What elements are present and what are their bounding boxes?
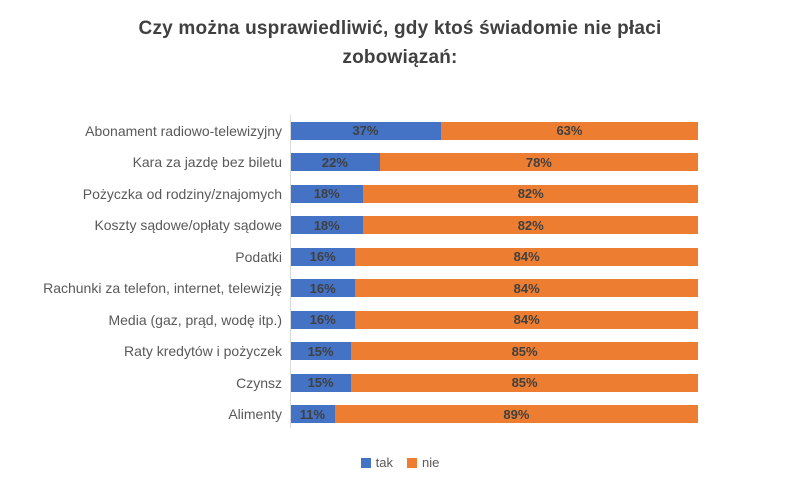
bar-track	[290, 153, 698, 171]
data-label: 78%	[525, 154, 552, 170]
data-label: 22%	[321, 154, 348, 170]
bar-track	[290, 122, 698, 140]
chart-row	[0, 304, 800, 336]
data-label: 85%	[511, 375, 538, 391]
data-label: 37%	[352, 123, 379, 139]
legend-swatch-icon	[407, 458, 417, 468]
chart-row	[0, 336, 800, 368]
data-label: 15%	[307, 375, 334, 391]
plot-area	[0, 115, 800, 430]
legend-item-tak	[361, 455, 393, 470]
category-label: Czynsz	[236, 374, 282, 391]
bar-segment-tak	[290, 216, 363, 234]
data-label: 11%	[299, 406, 326, 422]
chart-title: Czy można usprawiedliwić, gdy ktoś świadomie nie płaci zobowiązań:	[138, 18, 662, 68]
data-label: 16%	[309, 280, 336, 296]
chart-row	[0, 399, 800, 431]
bar-segment-nie	[351, 374, 698, 392]
bar-segment-tak	[290, 342, 351, 360]
data-label: 84%	[513, 312, 540, 328]
bar-track	[290, 216, 698, 234]
data-label: 84%	[513, 249, 540, 265]
data-label: 18%	[313, 186, 340, 202]
bar-track	[290, 248, 698, 266]
chart-row	[0, 367, 800, 399]
category-label: Alimenty	[228, 406, 282, 423]
data-label: 16%	[309, 312, 336, 328]
chart-row	[0, 115, 800, 147]
bar-track	[290, 405, 698, 423]
bar-segment-nie	[355, 248, 698, 266]
bar-segment-nie	[441, 122, 698, 140]
chart-container	[0, 15, 800, 477]
bar-segment-tak	[290, 153, 380, 171]
bar-track	[290, 185, 698, 203]
category-label: Kara za jazdę bez biletu	[132, 154, 282, 171]
bar-segment-tak	[290, 185, 363, 203]
bar-track	[290, 374, 698, 392]
category-label: Rachunki za telefon, internet, telewizję	[43, 280, 282, 297]
data-label: 63%	[556, 123, 583, 139]
bar-segment-tak	[290, 405, 335, 423]
legend-label: tak	[375, 455, 393, 470]
data-label: 89%	[503, 406, 530, 422]
bar-segment-nie	[363, 185, 698, 203]
data-label: 18%	[313, 217, 340, 233]
legend-label: nie	[421, 455, 440, 470]
y-axis-line	[290, 115, 291, 428]
category-label: Pożyczka od rodziny/znajomych	[82, 185, 282, 202]
bar-track	[290, 311, 698, 329]
bar-segment-tak	[290, 374, 351, 392]
bar-segment-nie	[351, 342, 698, 360]
category-label: Abonament radiowo-telewizyjny	[85, 122, 282, 139]
chart-row	[0, 178, 800, 210]
bar-segment-nie	[335, 405, 698, 423]
bar-segment-nie	[380, 153, 698, 171]
data-label: 84%	[513, 280, 540, 296]
legend	[0, 455, 800, 470]
bar-rows	[0, 115, 800, 430]
bar-segment-tak	[290, 279, 355, 297]
data-label: 16%	[309, 249, 336, 265]
category-label: Media (gaz, prąd, wodę itp.)	[108, 311, 282, 328]
bar-track	[290, 279, 698, 297]
legend-item-nie	[407, 455, 439, 470]
data-label: 82%	[517, 217, 544, 233]
data-label: 15%	[307, 343, 334, 359]
category-label: Raty kredytów i pożyczek	[124, 343, 282, 360]
bar-segment-nie	[363, 216, 698, 234]
bar-segment-tak	[290, 248, 355, 266]
bar-segment-nie	[355, 279, 698, 297]
bar-track	[290, 342, 698, 360]
data-label: 85%	[511, 343, 538, 359]
chart-row	[0, 241, 800, 273]
category-label: Podatki	[235, 248, 282, 265]
chart-row	[0, 273, 800, 305]
chart-row	[0, 210, 800, 242]
data-label: 82%	[517, 186, 544, 202]
bar-segment-tak	[290, 311, 355, 329]
bar-segment-nie	[355, 311, 698, 329]
category-label: Koszty sądowe/opłaty sądowe	[94, 217, 282, 234]
bar-segment-tak	[290, 122, 441, 140]
chart-row	[0, 147, 800, 179]
legend-swatch-icon	[361, 458, 371, 468]
